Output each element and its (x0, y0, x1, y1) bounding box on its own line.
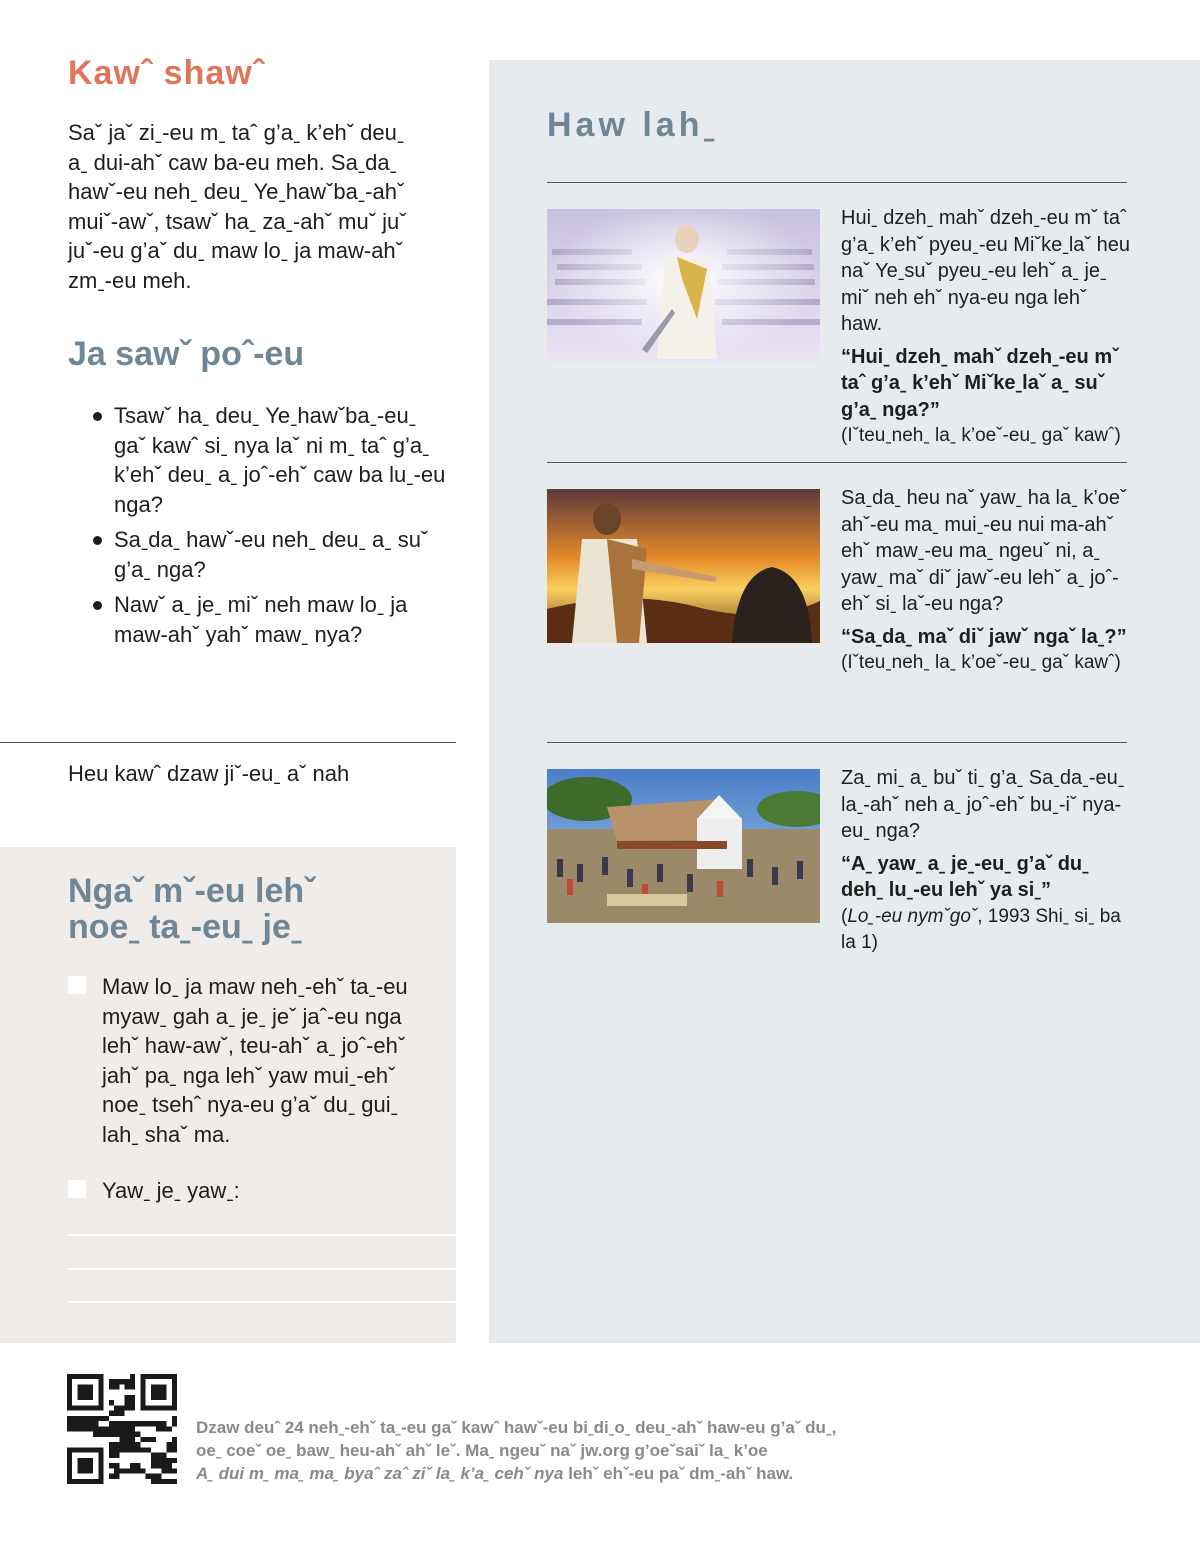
video-source: (Iˇteuˍnehˍ laˍ k’oeˇ-euˍ gaˇ kawˆ) (841, 425, 1121, 446)
write-in-line[interactable] (68, 1234, 456, 1236)
jesus-satan-sunset-image[interactable] (547, 489, 820, 643)
footer-line: oeˍ coeˇ oeˍ bawˍ heu-ahˇ ahˇ leˇ. Maˍ ngeuˇ naˇ jw.org g’oeˇsaiˇ laˍ k’oe (196, 1441, 768, 1460)
write-in-line[interactable] (68, 1268, 456, 1270)
video-item (841, 485, 1131, 677)
video-title[interactable]: “Huiˍ dzehˍ mahˇ dzehˍ-eu mˇ taˆ g’aˍ k’ehˇ Miˇkeˍlaˇ aˍ suˇ g’aˍ nga?” (841, 345, 1119, 421)
video-title[interactable]: “Saˍdaˍ maˇ diˇ jawˇ ngaˇ laˍ?” (841, 625, 1127, 648)
video-description: Zaˍ miˍ aˍ buˇ tiˍ g’aˍ Saˍdaˍ-euˍ laˍ-ahˇ neh aˍ joˆ-ehˇ buˍ-iˇ nya-euˍ nga? (841, 767, 1125, 842)
review-question-list (90, 401, 450, 655)
qr-code[interactable] (67, 1374, 177, 1484)
footer-line-rest: lehˇ ehˇ-eu paˇ dmˍ-ahˇ haw. (563, 1464, 794, 1483)
review-question: Nawˇ aˍ jeˍ miˇ neh maw loˍ ja maw-ahˇ yahˇ mawˍ nya? (90, 590, 450, 649)
video-description: Saˍdaˍ heu naˇ yawˍ ha laˍ k’oeˇ ahˇ-eu maˍ muiˍ-eu nui ma-ahˇ ehˇ mawˍ-eu maˍ ngeuˇ ni, aˍ yawˍ maˇ diˇ jawˇ-eu lehˇ aˍ joˆ-ehˇ siˍ laˇ-eu nga? (841, 487, 1127, 615)
divider (547, 182, 1127, 183)
summary-text: Saˇ jaˇ ziˍ-eu mˍ taˆ g’aˍ k’ehˇ deuˍ aˍ dui-ahˇ caw ba-eu meh. Saˍdaˍ hawˇ-eu nehˍ deuˍ Yeˍhawˇbaˍ-ahˇ muiˇ-awˇ, tsawˇ haˍ zaˍ-ahˇ muˇ juˇ juˇ-eu g’aˇ duˍ maw loˍ ja maw-ahˇ zmˍ-eu meh. (68, 120, 407, 293)
goal-item (68, 1176, 438, 1206)
review-question: Saˍdaˍ hawˇ-eu nehˍ deuˍ aˍ suˇ g’aˍ nga? (90, 525, 450, 584)
goal-text: Yawˍ jeˍ yawˍ: (102, 1178, 240, 1203)
video-item (841, 205, 1131, 450)
review-question: Tsawˇ haˍ deuˍ Yeˍhawˇbaˍ-euˍ gaˇ kawˆ siˍ nya laˇ ni mˍ taˆ g’aˍ k’ehˇ deuˍ aˍ joˆ-ehˇ caw ba luˍ-eu nga? (90, 401, 450, 519)
write-in-line[interactable] (68, 1301, 456, 1303)
divider (547, 742, 1127, 743)
divider (547, 462, 1127, 463)
hall-construction-image[interactable] (547, 769, 820, 923)
footer-line: Dzaw deuˆ 24 nehˍ-ehˇ taˍ-eu gaˇ kawˆ hawˇ-eu biˍdiˍoˍ deuˍ-ahˇ haw-eu g’aˇ duˍ, (196, 1418, 837, 1437)
goal-checkbox[interactable] (68, 976, 86, 994)
see-more-heading: Haw lahˍ (547, 106, 719, 144)
video-title[interactable]: “Aˍ yawˍ aˍ jeˍ-euˍ g’aˇ duˍ dehˍ luˍ-eu lehˇ ya siˍ” (841, 852, 1089, 901)
goal-checkbox[interactable] (68, 1180, 86, 1198)
video-item (841, 765, 1131, 957)
footer-note (196, 1416, 896, 1485)
footer-publication: Aˍ dui mˍ maˍ maˍ byaˆ zaˆ ziˇ laˍ k’aˍ cehˇ nya (196, 1464, 564, 1483)
source-date: , 1993 Shiˍ siˍ ba la 1) (841, 905, 1121, 953)
footer-line (196, 1462, 896, 1485)
divider (0, 742, 456, 743)
source-publication: Loˍ-eu nymˇgoˇ (847, 905, 978, 927)
goals-heading (68, 873, 315, 945)
goals-heading-line2: noeˍ taˍ-euˍ jeˍ (68, 908, 303, 946)
video-description: Huiˍ dzehˍ mahˇ dzehˍ-eu mˇ taˆ g’aˍ k’ehˇ pyeuˍ-eu Miˇkeˍlaˇ heu naˇ Yeˍsuˇ pyeuˍ-eu lehˇ aˍ jeˍ miˇ neh ehˇ nya-eu nga lehˇ haw. (841, 207, 1131, 335)
video-source: (Iˇteuˍnehˍ laˍ k’oeˇ-euˍ gaˇ kawˆ) (841, 652, 1121, 673)
progress-label: Heu kawˆ dzaw jiˇ-euˍ aˇ nah (68, 761, 350, 786)
review-heading: Ja sawˇ poˆ-eu (68, 335, 305, 373)
video-source (841, 904, 1131, 957)
michael-angel-army-image[interactable] (547, 209, 820, 363)
source-open-paren: ( (841, 905, 848, 927)
goals-heading-line1: Ngaˇ mˇ-eu lehˇ (68, 872, 316, 910)
summary-heading: Kawˆ shawˆ (68, 54, 266, 92)
goal-item (68, 972, 438, 1149)
goal-text: Maw loˍ ja maw nehˍ-ehˇ taˍ-eu myawˍ gah aˍ jeˍ jeˇ jaˆ-eu nga lehˇ haw-awˇ, teu-ahˇ aˍ joˆ-ehˇ jahˇ paˍ nga lehˇ yaw muiˍ-ehˇ noeˍ tsehˆ nya-eu g’aˇ duˍ guiˍ lahˍ shaˇ ma. (102, 974, 408, 1147)
